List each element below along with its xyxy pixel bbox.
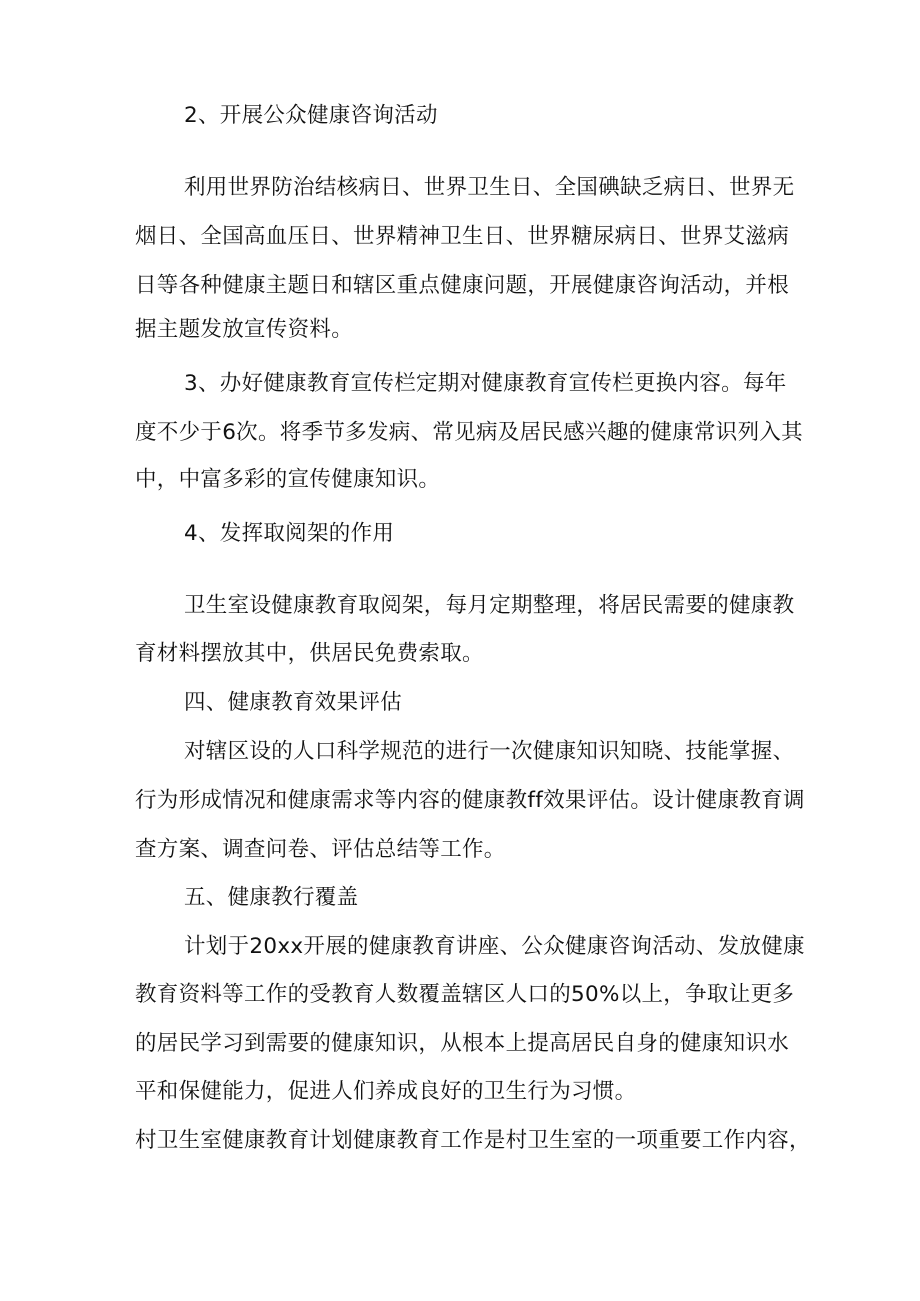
section-3-line-1: 3、办好健康教育宣传栏定期对健康教育宣传栏更换内容。每年 bbox=[184, 371, 787, 396]
section-4-line-2: 育材料摆放其中，供居民免费索取。 bbox=[135, 641, 484, 666]
part-4-line-3: 查方案、调查问卷、评估总结等工作。 bbox=[135, 837, 506, 862]
part-4-heading: 四、健康教育效果评估 bbox=[184, 690, 403, 715]
section-4-heading: 4、发挥取阅架的作用 bbox=[184, 521, 395, 546]
section-3-line-2: 度不少于6次。将季节多发病、常见病及居民感兴趣的健康常识列入其 bbox=[135, 420, 803, 445]
section-2-line-4: 据主题发放宣传资料。 bbox=[135, 317, 354, 342]
part-5-line-1: 计划于20xx开展的健康教育讲座、公众健康咨询活动、发放健康 bbox=[184, 934, 805, 959]
part-5-line-2: 教育资料等工作的受教育人数覆盖辖区人口的50%以上，争取让更多 bbox=[135, 982, 795, 1007]
part-4-line-2: 行为形成情况和健康需求等内容的健康教ff效果评估。设计健康教育调 bbox=[135, 788, 805, 813]
section-2-heading: 2、开展公众健康咨询活动 bbox=[184, 103, 438, 128]
part-4-line-1: 对辖区设的人口科学规范的进行一次健康知识知晓、技能掌握、 bbox=[184, 739, 795, 764]
section-2-line-1: 利用世界防治结核病日、世界卫生日、全国碘缺乏病日、世界无 bbox=[184, 175, 795, 200]
section-3-line-3: 中，中富多彩的宣传健康知识。 bbox=[135, 467, 441, 492]
part-5-line-4: 平和保健能力，促进人们养成良好的卫生行为习惯。 bbox=[135, 1079, 637, 1104]
section-2-line-2: 烟日、全国高血压日、世界精神卫生日、世界糖尿病日、世界艾滋病 bbox=[135, 224, 790, 249]
part-5-heading: 五、健康教行覆盖 bbox=[184, 885, 359, 910]
section-4-line-1: 卫生室设健康教育取阅架，每月定期整理，将居民需要的健康教 bbox=[184, 593, 795, 618]
section-2-line-3: 日等各种健康主题日和辖区重点健康问题，开展健康咨询活动，并根 bbox=[135, 273, 790, 298]
part-5-line-3: 的居民学习到需要的健康知识，从根本上提高居民自身的健康知识水 bbox=[135, 1031, 790, 1056]
final-line: 村卫生室健康教育计划健康教育工作是村卫生室的一项重要工作内容， bbox=[135, 1128, 811, 1153]
